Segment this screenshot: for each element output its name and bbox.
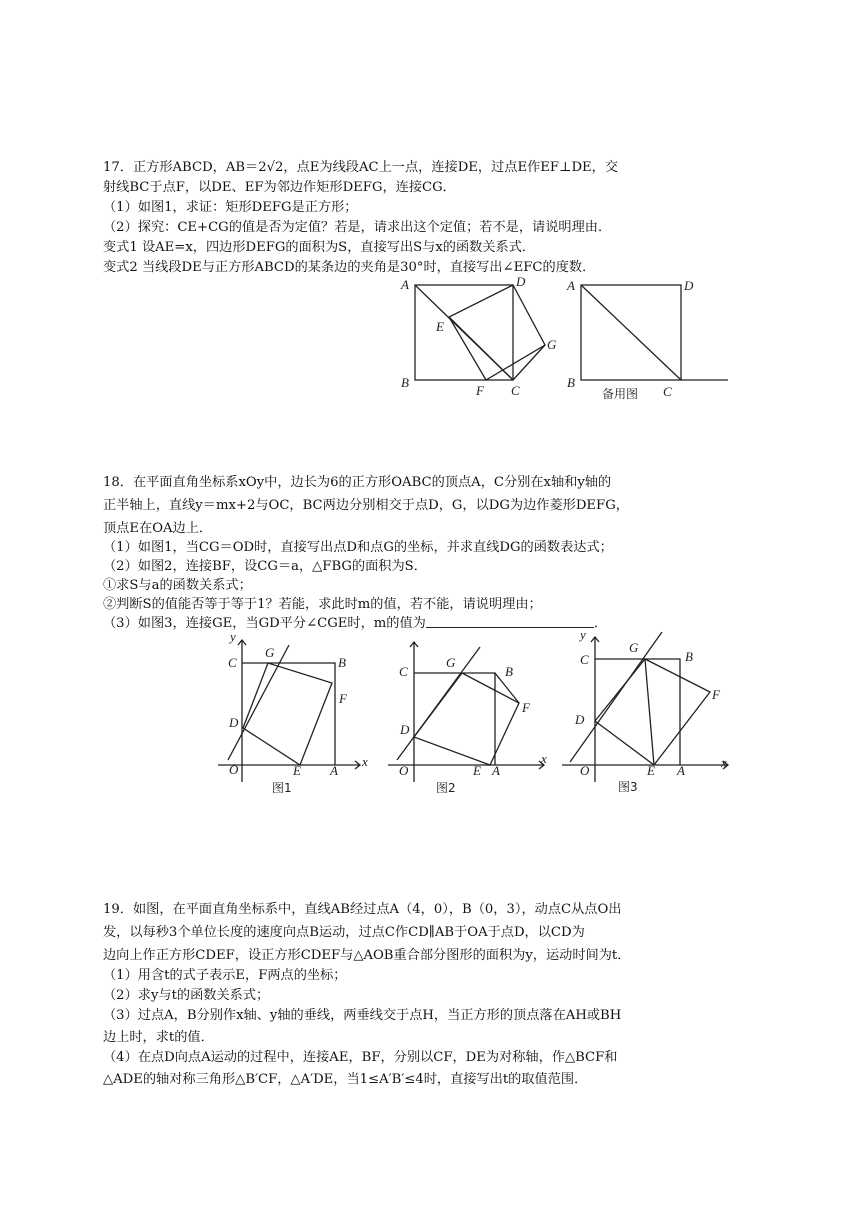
- q18-fig2-label-F: F: [522, 700, 530, 715]
- q18-fig2-axis-x: x: [541, 751, 547, 766]
- q17-line-2: 射线BC于点F，以DE、EF为邻边作矩形DEFG，连接CG．: [103, 180, 456, 195]
- q17-line-4: （2）探究：CE+CG的值是否为定值？若是，请求出这个定值；若不是，请说明理由．: [103, 220, 612, 235]
- q19-line-6: （3）过点A，B分别作x轴、y轴的垂线，两垂线交于点H，当正方形的顶点落在AH或BH: [103, 1008, 622, 1023]
- q19-line-4: （1）用含t的式子表示E，F两点的坐标；: [103, 968, 347, 983]
- q17-figure-1: [395, 270, 565, 400]
- q18-fig3-label-G: G: [629, 640, 639, 655]
- q18-fig3-axis-x: x: [721, 755, 727, 770]
- q18-fig3-label-B: B: [685, 649, 693, 664]
- q17-fig1-label-A: A: [401, 277, 409, 292]
- q19-line-9: △ADE的轴对称三角形△B′CF，△A′DE，当1≤A′B′≤4时，直接写出t的取值范围．: [103, 1072, 588, 1087]
- q18-fig1-axis-y: y: [230, 629, 236, 644]
- q19-line-7: 边上时，求t的值．: [103, 1030, 214, 1045]
- q18-fig1-label-E: E: [293, 763, 301, 778]
- q18-figure-1: [215, 628, 380, 803]
- q18-line-2: 正半轴上，直线y＝mx+2与OC，BC两边分别相交于点D，G，以DG为边作菱形DEFG，: [103, 498, 629, 513]
- q18-fig1-label-B: B: [338, 655, 346, 670]
- q18-fig3-label-D: D: [575, 712, 585, 727]
- q18-fig3-axis-y: y: [580, 627, 586, 642]
- q18-line-8-end: ．: [593, 616, 608, 631]
- q17-fig1-label-D: D: [516, 274, 526, 289]
- q18-fig2-label-E: E: [473, 763, 481, 778]
- q18-fig1-caption: 图1: [272, 781, 292, 795]
- q18-line-7: ②判断S的值能否等于等于1？若能，求此时m的值，若不能，请说明理由；: [103, 597, 542, 612]
- q17-fig1-label-B: B: [401, 375, 409, 390]
- q17-fig1-label-G: G: [547, 337, 557, 352]
- q18-fig3-label-A: A: [677, 763, 685, 778]
- q18-fig1-label-D: D: [229, 715, 239, 730]
- q18-line-5: （2）如图2，连接BF，设CG＝a，△FBG的面积为S．: [103, 559, 427, 574]
- q18-fig2-origin: O: [399, 763, 409, 778]
- q18-line-3: 顶点E在OA边上．: [103, 521, 213, 536]
- q18-fig3-origin: O: [580, 763, 590, 778]
- q17-figure-2: [565, 270, 735, 405]
- q19-line-8: （4）在点D向点A运动的过程中，连接AE，BF，分别以CF，DE为对称轴，作△BCF和: [103, 1050, 618, 1065]
- q18-fig1-label-A: A: [330, 763, 338, 778]
- q18-fig1-origin: O: [229, 762, 239, 777]
- q17-fig2-label-A: A: [567, 278, 575, 293]
- q18-fig2-label-C: C: [399, 664, 408, 679]
- q18-fig3-label-C: C: [580, 652, 589, 667]
- q17-fig1-label-E: E: [436, 319, 444, 334]
- q17-fig2-label-B: B: [567, 375, 575, 390]
- q17-fig1-label-F: F: [476, 383, 484, 398]
- q18-figure-2-svg: [385, 630, 555, 805]
- q18-line-1: 18．在平面直角坐标系xOy中，边长为6的正方形OABC的顶点A，C分别在x轴和y轴的: [103, 475, 612, 490]
- q17-line-6: 变式2 当线段DE与正方形ABCD的某条边的夹角是30°时，直接写出∠EFC的度数．: [103, 260, 596, 275]
- q18-fig2-label-G: G: [446, 655, 456, 670]
- q18-fig3-label-F: F: [712, 687, 720, 702]
- q18-figure-2: [385, 630, 555, 805]
- q17-fig1-label-C: C: [511, 383, 520, 398]
- q17-line-5: 变式1 设AE=x，四边形DEFG的面积为S，直接写出S与x的函数关系式．: [103, 240, 536, 255]
- q18-fig1-label-G: G: [265, 645, 275, 660]
- q19-line-5: （2）求y与t的函数关系式；: [103, 988, 270, 1003]
- q19-line-3: 边向上作正方形CDEF，设正方形CDEF与△AOB重合部分图形的面积为y，运动时间为t．: [103, 948, 631, 963]
- q18-figure-1-svg: [215, 628, 380, 803]
- q18-line-4: （1）如图1，当CG＝OD时，直接写出点D和点G的坐标，并求直线DG的函数表达式；: [103, 540, 613, 555]
- q18-fig2-label-B: B: [505, 664, 513, 679]
- q17-line-3: （1）如图1，求证：矩形DEFG是正方形；: [103, 200, 358, 215]
- q17-fig2-label-C: C: [663, 384, 672, 399]
- q18-fig3-caption: 图3: [618, 780, 638, 794]
- q18-line-8-text: （3）如图3，连接GE，当GD平分∠CGE时，m的值为: [103, 616, 426, 631]
- q18-fig2-caption: 图2: [436, 781, 456, 795]
- q18-figure-3: [555, 625, 735, 800]
- q19-line-1: 19．如图，在平面直角坐标系中，直线AB经过点A（4，0），B（0，3），动点C从点O出: [103, 902, 622, 917]
- q17-figure-1-svg: [395, 270, 565, 400]
- q18-fig2-label-D: D: [400, 722, 410, 737]
- q18-line-6: ①求S与a的函数关系式；: [103, 578, 252, 593]
- q18-fig1-axis-x: x: [362, 754, 368, 769]
- q18-fig3-label-E: E: [647, 763, 655, 778]
- q17-fig2-caption: 备用图: [602, 387, 639, 401]
- q19-line-2: 发，以每秒3个单位长度的速度向点B运动，过点C作CD∥AB于OA于点D，以CD为: [103, 925, 585, 940]
- q17-line-1: 17．正方形ABCD，AB＝2√2，点E为线段AC上一点，连接DE，过点E作EF⊥DE，交: [103, 160, 619, 175]
- q18-fig2-label-A: A: [492, 763, 500, 778]
- q17-fig2-label-D: D: [684, 278, 694, 293]
- q18-figure-3-svg: [555, 625, 735, 800]
- q18-fig1-label-C: C: [228, 655, 237, 670]
- q18-fig1-label-F: F: [339, 691, 347, 706]
- q17-figure-2-svg: [565, 270, 735, 405]
